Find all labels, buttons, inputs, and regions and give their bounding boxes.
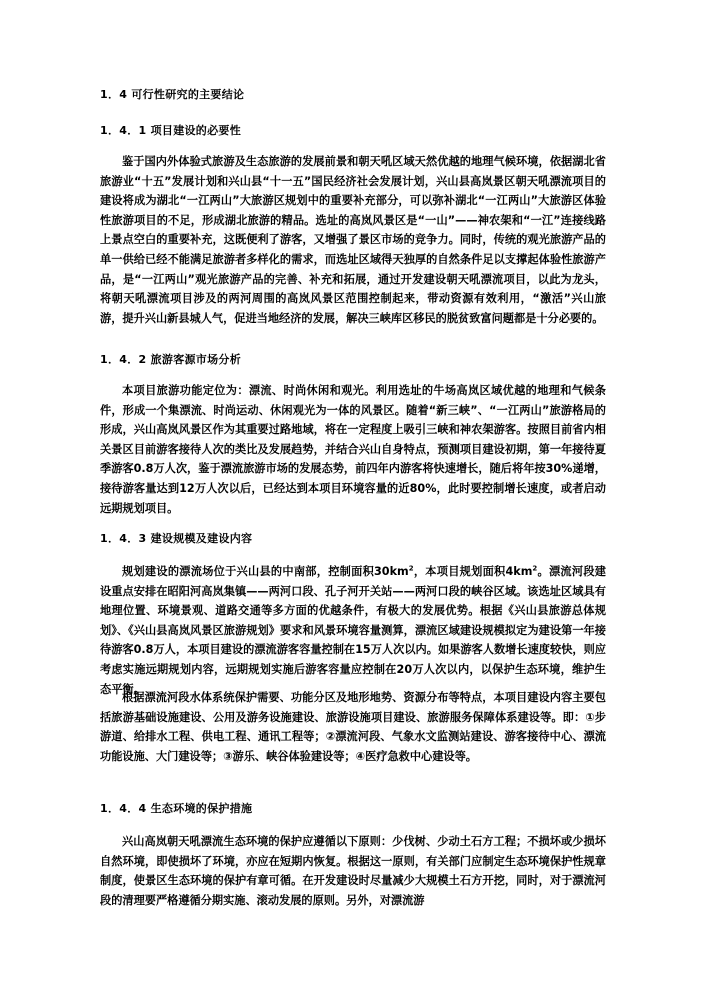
section-heading-1-4-3: 1．4．3 建设规模及建设内容 xyxy=(100,532,253,545)
section-heading-1-4-2: 1．4．2 旅游客源市场分析 xyxy=(100,353,241,366)
paragraph-ecology: 兴山高岚朝天吼漂流生态环境的保护应遵循以下原则：少伐树、少动土石方工程；不损坏或少损坏自然环境，即使损坏了环境，亦应在短期内恢复。根据这一原则，有关部门应制定生态环境保护性规章制度，使景区生态环境的保护有章可循。在开发建设时尽量减少大规模土石方开挖，同时，对于漂流河段的清理要严格遵循分期实施、滚动发展的原则。另外，对漂流游 xyxy=(100,835,606,907)
paragraph-market-analysis: 本项目旅游功能定位为：漂流、时尚休闲和观光。利用选址的牛场高岚区域优越的地理和气候条件，形成一个集漂流、时尚运动、休闲观光为一体的风景区。随着“新三峡”、“一江两山”旅游格局的形成，兴山高岚风景区作为其重要过路地域，将在一定程度上吸引三峡和神农架游客。按照目前省内相关景区目前游客接待人次的类比及发展趋势，并结合兴山自身特点，预测项目建设初期，第一年接待夏季游客0.8万人次，鉴于漂流旅游市场的发展态势，前四年内游客将快速增长，随后将年按30%递增，接待游客量达到12万人次以后，已经达到本项目环境容量的近80%，此时要控制增长速度，或者启动远期规划项目。 xyxy=(100,384,606,515)
unit-superscript: 2 xyxy=(408,564,414,573)
paragraph-necessity: 鉴于国内外体验式旅游及生态旅游的发展前景和朝天吼区域天然优越的地理气候环境，依据湖北省旅游业“十五”发展计划和兴山县“十一五”国民经济社会发展计划，兴山县高岚景区朝天吼漂流项目的建设将成为湖北“一江两山”大旅游区规划中的重要补充部分，可以弥补湖北“一江两山”大旅游区体验性旅游项目的不足，形成湖北旅游的精品。选址的高岚风景区是“一山”——神农架和“一江”连接线路上景点空白的重要补充，这既便利了游客，又增强了景区市场的竞争力。同时，传统的观光旅游产品的单一供给已经不能满足旅游者多样化的需求，而选址区域得天独厚的自然条件足以支撑起体验性旅游产品，是“一江两山”观光旅游产品的完善、补充和拓展，通过开发建设朝天吼漂流项目，以此为龙头，将朝天吼漂流项目涉及的两河周围的高岚风景区范围控制起来，带动资源有效利用，“激活”兴山旅游，提升兴山新县城人气，促进当地经济的发展，解决三峡库区移民的脱贫致富问题都是十分必要的。 xyxy=(100,155,606,325)
paragraph-scale xyxy=(100,562,606,699)
scale-text-a: 规划建设的漂流场位于兴山县的中南部，控制面积30km xyxy=(122,565,409,578)
scale-text-c: 。漂流河段建设重点安排在昭阳河高岚集镇——两河口段、孔子河开关站——两河口段的峡谷区域。该选址区域具有地理位置、环境景观、道路交通等多方面的优越条件，有极大的发展优势。根据《兴山县旅游总体规划》、《兴山县高岚风景区旅游规划》要求和风景环境容量测算，漂流区域建设规模拟定为建设第一年接待游客0.8万人，本项目建设的漂流游客容量控制在15万人次以内。如果游客人数增长速度较快，则应考虑实施远期规划内容，远期规划实施后游客容量应控制在20万人次以内，以保护生态环境，维护生态平衡。 xyxy=(100,565,606,696)
unit-superscript: 2 xyxy=(532,564,538,573)
paragraph-construction-content: 根据漂流河段水体系统保护需要、功能分区及地形地势、资源分布等特点，本项目建设内容主要包括旅游基础设施建设、公用及游务设施建设、旅游设施项目建设、旅游服务保障体系建设等。即：①步游道、给排水工程、供电工程、通讯工程等；②漂流河段、气象水文监测站建设、游客接待中心、漂流功能设施、大门建设等；③游乐、峡谷体验建设等；④医疗急救中心建设等。 xyxy=(100,691,606,763)
section-heading-1-4: 1．4 可行性研究的主要结论 xyxy=(100,88,245,101)
section-heading-1-4-4: 1．4．4 生态环境的保护措施 xyxy=(100,802,253,815)
scale-text-b: ，本项目规划面积4km xyxy=(413,565,533,578)
section-heading-1-4-1: 1．4．1 项目建设的必要性 xyxy=(100,124,241,137)
